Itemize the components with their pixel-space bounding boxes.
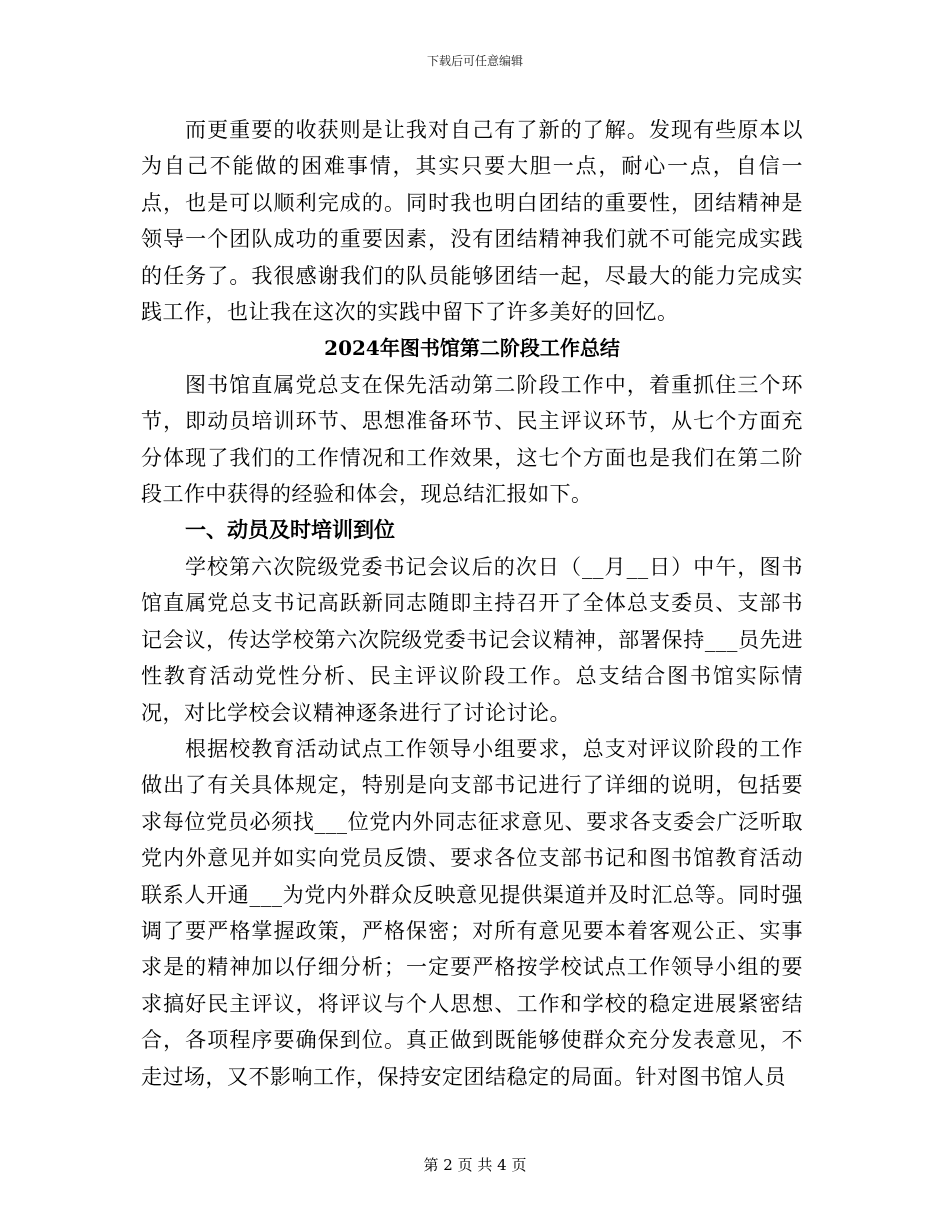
page-footer: 第 2 页 共 4 页: [423, 1156, 527, 1174]
paragraph-requirements: 根据校教育活动试点工作领导小组要求，总支对评议阶段的工作做出了有关具体规定，特别是向支部书记进行了详细的说明，包括要求每位党员必须找___位党内外同志征求意见、要求各支委会广泛听取党内外意见并如实向党员反馈、要求各位支部书记和图书馆教育活动联系人开通___为党内外群众反映意见提供渠道并及时汇总等。同时强调了要严格掌握政策，严格保密；对所有意见要本着客观公正、实事求是的精神加以仔细分析；一定要严格按学校试点工作领导小组的要求搞好民主评议，将评议与个人思想、工作和学校的稳定进展紧密结合，各项程序要确保到位。真正做到既能够使群众充分发表意见，不走过场，又不影响工作，保持安定团结稳定的局面。针对图书馆人员: [141, 736, 803, 1089]
paragraph-reflection: 而更重要的收获则是让我对自己有了新的了解。发现有些原本以为自己不能做的困难事情，其实只要大胆一点，耐心一点，自信一点，也是可以顺利完成的。同时我也明白团结的重要性，团结精神是领导一个团队成功的重要因素，没有团结精神我们就不可能完成实践的任务了。我很感谢我们的队员能够团结一起，尽最大的能力完成实践工作，也让我在这次的实践中留下了许多美好的回忆。: [141, 118, 803, 325]
document-body: [141, 112, 803, 1095]
document-title: 2024年图书馆第二阶段工作总结: [324, 336, 620, 361]
paragraph-meeting: 学校第六次院级党委书记会议后的次日（__月__日）中午，图书馆直属党总支书记高跃新同志随即主持召开了全体总支委员、支部书记会议，传达学校第六次院级党委书记会议精神，部署保持___员先进性教育活动党性分析、民主评议阶段工作。总支结合图书馆实际情况，对比学校会议精神逐条进行了讨论讨论。: [141, 554, 803, 725]
page-header: 下载后可任意编辑: [426, 54, 523, 68]
paragraph-intro: 图书馆直属党总支在保先活动第二阶段工作中，着重抓住三个环节，即动员培训环节、思想准备环节、民主评议环节，从七个方面充分体现了我们的工作情况和工作效果，这七个方面也是我们在第二阶段工作中获得的经验和体会，现总结汇报如下。: [141, 372, 803, 507]
section-heading-1: 一、动员及时培训到位: [185, 517, 395, 543]
